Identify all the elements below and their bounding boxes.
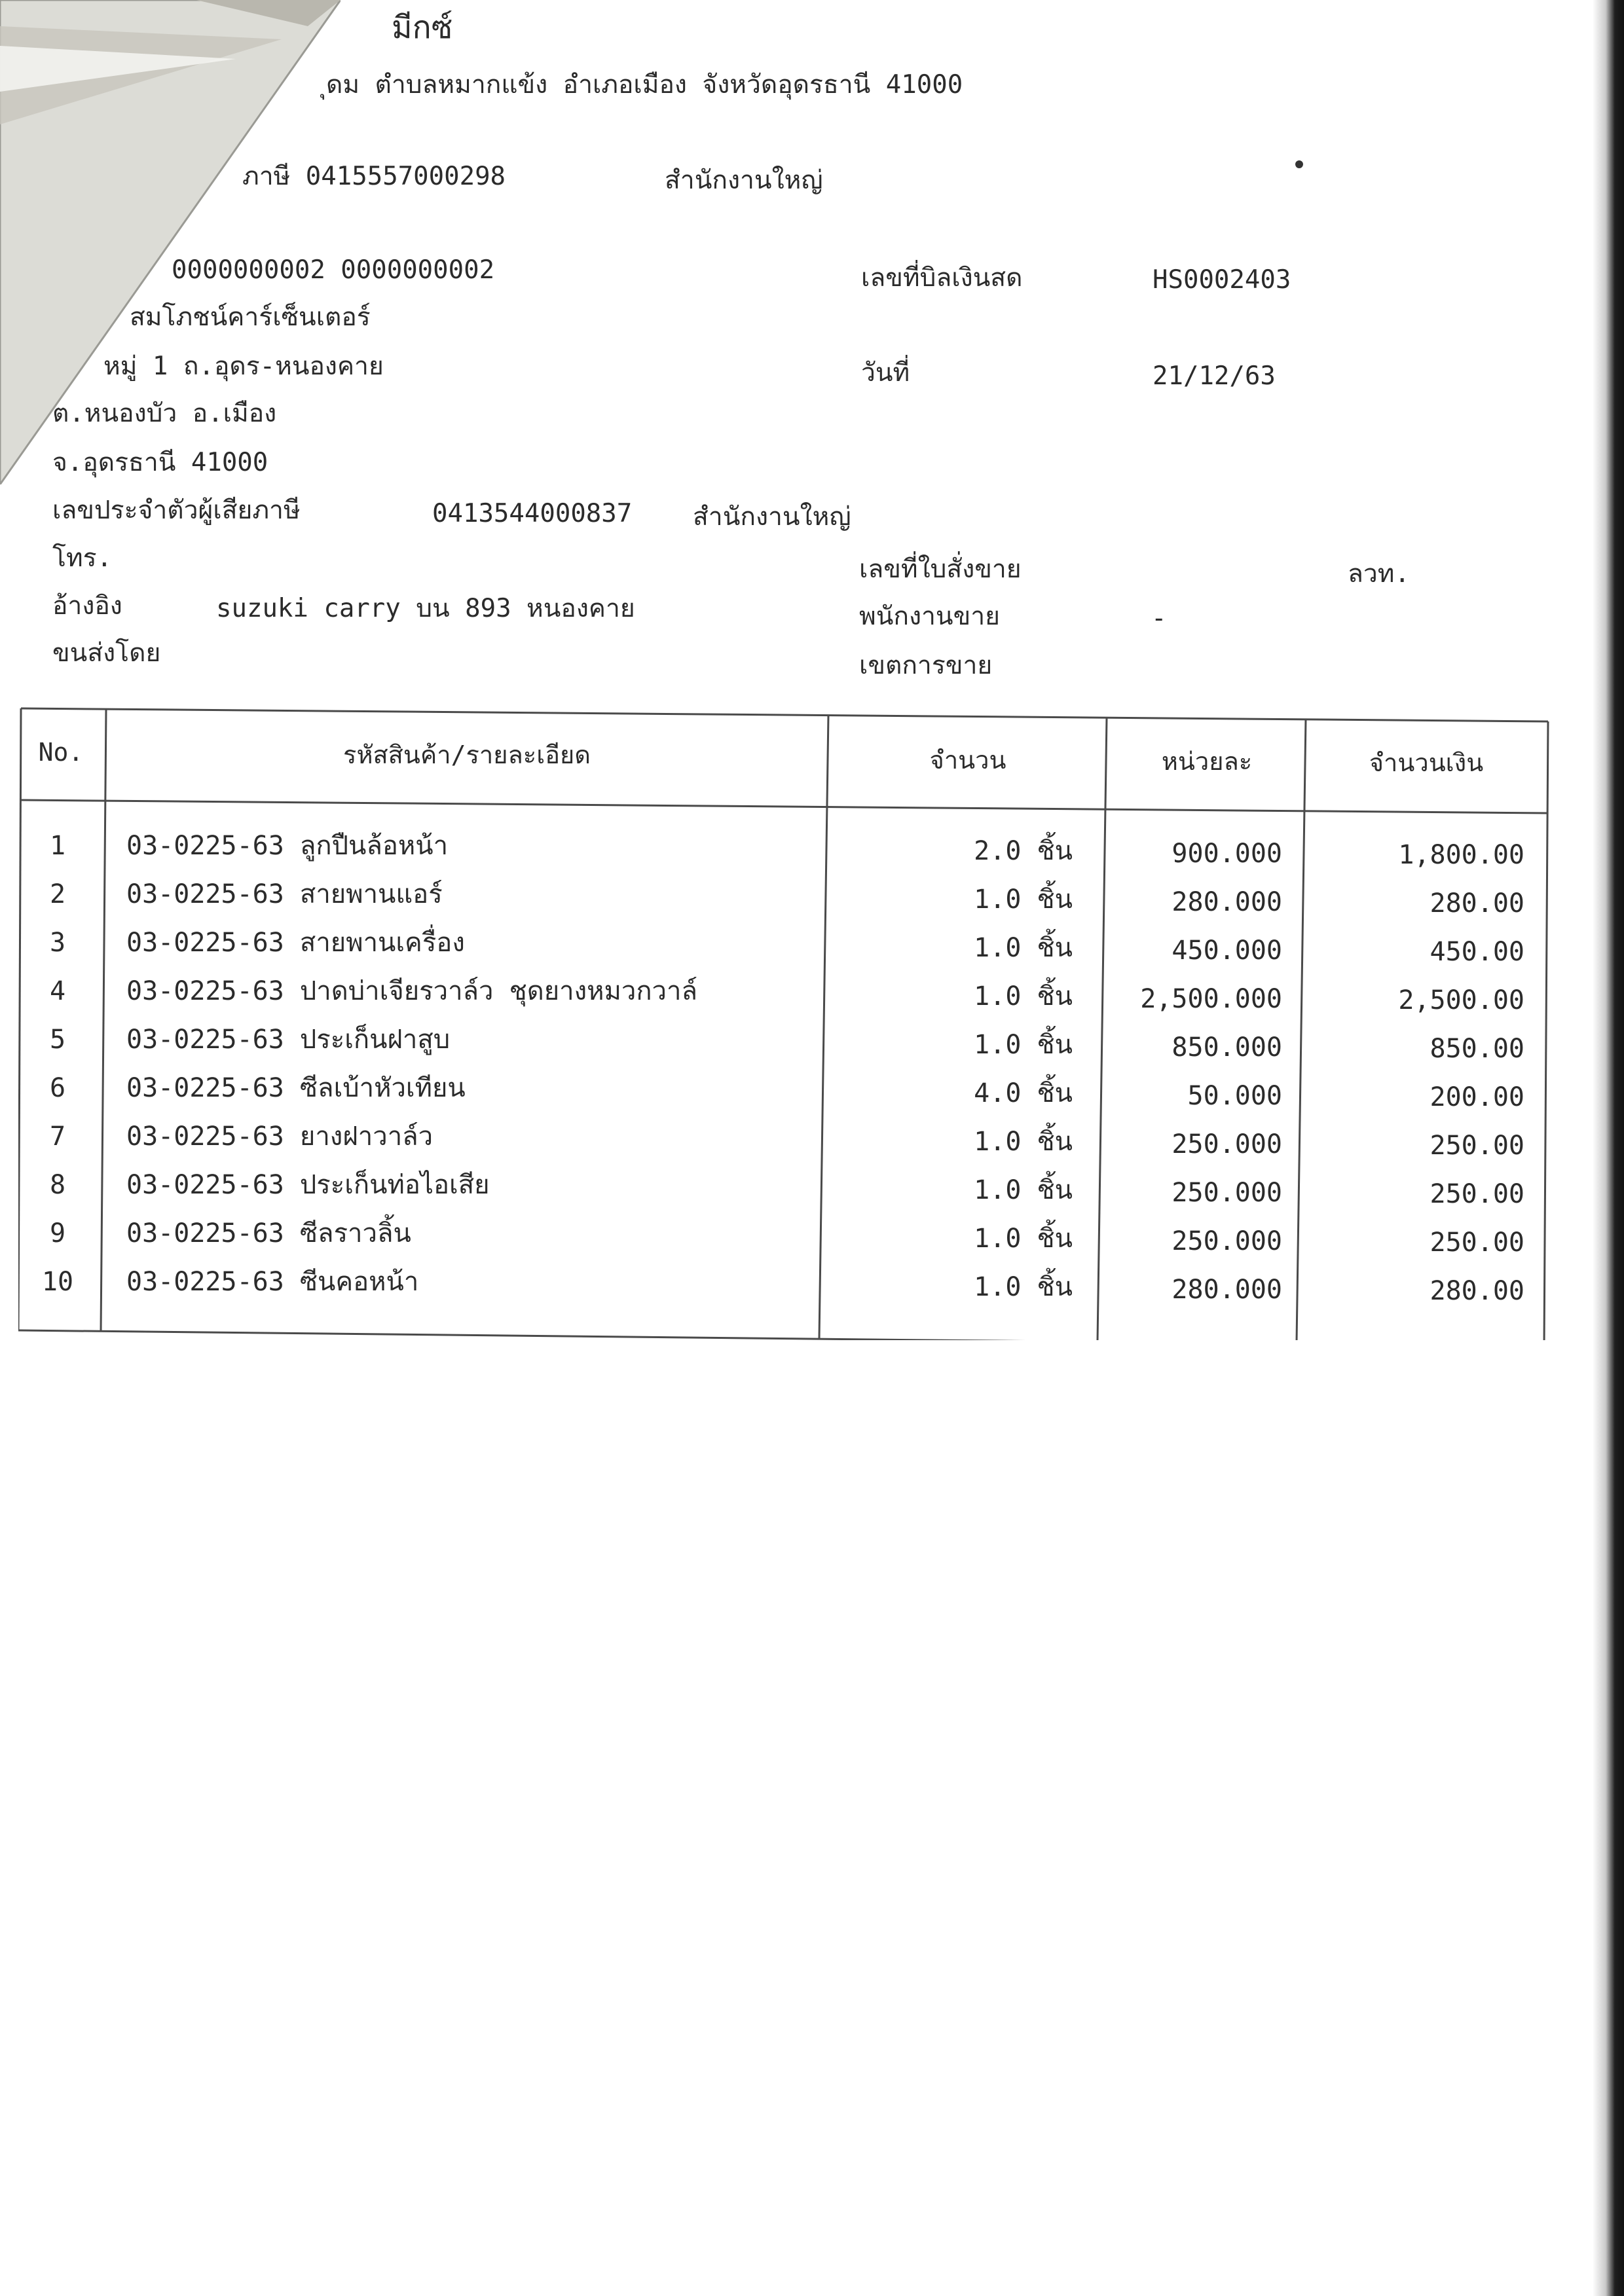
customer-tax-label: เลขประจำตัวผู้เสียภาษี [52,496,301,525]
customer-phone-label: โทร. [52,543,113,573]
row-unit-price: 250.000 [1172,1129,1282,1159]
header-no: No. [38,738,84,767]
row-description: 03-0225-63 สายพานเครื่อง [126,928,465,958]
table-row [18,1172,1551,1218]
row-description: 03-0225-63 ซีลเบ้าหัวเทียน [126,1073,466,1103]
reference-value: suzuki carry บน 893 หนองคาย [216,594,635,623]
row-number: 4 [49,976,66,1006]
table-row [18,1075,1551,1121]
row-quantity: 1.0 ชิ้น [974,884,1073,915]
shipping-label: ขนส่งโดย [52,638,161,668]
row-amount: 280.00 [1430,1276,1524,1306]
bill-number-label: เลขที่บิลเงินสด [861,263,1023,293]
row-number: 10 [41,1267,74,1297]
sales-area-label: เขตการขาย [859,651,993,680]
company-tax-id: ภาษี 0415557000298 [242,162,506,191]
row-unit-price: 900.000 [1172,839,1282,869]
row-quantity: 1.0 ชิ้น [974,1224,1073,1254]
row-quantity: 1.0 ชิ้น [974,1272,1073,1302]
customer-address-1: หมู่ 1 ถ.อุดร-หนองคาย [103,352,384,381]
reference-label: อ้างอิง [52,591,122,621]
row-unit-price: 850.000 [1172,1032,1282,1063]
row-description: 03-0225-63 ลูกปืนล้อหน้า [126,831,449,861]
company-branch: สำนักงานใหญ่ [665,166,823,195]
customer-branch: สำนักงานใหญ่ [693,502,851,532]
row-quantity: 1.0 ชิ้น [974,981,1073,1011]
company-address: ุดม ตำบลหมากแข้ง อำเภอเมือง จังหวัดอุดรธานี 41000 [326,70,963,100]
row-quantity: 4.0 ชิ้น [974,1078,1073,1108]
row-amount: 280.00 [1430,888,1524,919]
row-quantity: 1.0 ชิ้น [974,933,1073,963]
row-description: 03-0225-63 ยางฝาวาล์ว [126,1121,434,1152]
row-quantity: 1.0 ชิ้น [974,1175,1073,1205]
row-amount: 2,500.00 [1398,985,1524,1015]
row-amount: 250.00 [1430,1179,1524,1209]
row-description: 03-0225-63 ปาดบ่าเจียรวาล์ว ชุดยางหมวกวาล์ [126,976,697,1006]
order-number-label: เลขที่ใบสั่งขาย [859,555,1022,584]
table-row [18,930,1551,975]
header-description: รหัสสินค้า/รายละเอียด [343,740,591,769]
row-number: 6 [49,1073,66,1103]
bill-date: 21/12/63 [1153,361,1276,391]
row-unit-price: 250.000 [1172,1226,1282,1256]
row-quantity: 1.0 ชิ้น [974,1127,1073,1157]
row-quantity: 2.0 ชิ้น [974,836,1073,866]
table-row [18,1220,1551,1266]
row-amount: 850.00 [1430,1034,1524,1064]
order-number-value: ลวท. [1348,559,1410,589]
row-description: 03-0225-63 ประเก็นฝาสูบ [126,1025,451,1055]
row-description: 03-0225-63 ซีลราวลิ้น [126,1218,411,1248]
bill-number: HS0002403 [1153,265,1291,295]
row-amount: 250.00 [1430,1131,1524,1161]
company-name: มีกซ์ [392,9,453,46]
customer-codes: 0000000002 0000000002 [172,255,495,285]
customer-address-3: จ.อุดรธานี 41000 [52,448,268,477]
row-unit-price: 250.000 [1172,1178,1282,1208]
header-amount: จำนวนเงิน [1369,748,1484,777]
bill-date-label: วันที่ [861,358,910,388]
table-row [18,978,1551,1024]
row-unit-price: 280.000 [1172,1275,1282,1305]
customer-address-2: ต.หนองบัว อ.เมือง [52,399,277,428]
row-unit-price: 2,500.000 [1140,984,1282,1014]
salesperson-value: - [1151,604,1167,633]
table-row [18,881,1551,927]
header-unit-price: หน่วยละ [1161,747,1253,776]
items-table [18,702,1551,1340]
scan-edge [1593,0,1624,2296]
row-unit-price: 450.000 [1172,936,1282,966]
row-number: 1 [49,831,66,861]
row-number: 8 [49,1170,66,1200]
row-description: 03-0225-63 ซีนคอหน้า [126,1267,419,1297]
row-amount: 1,800.00 [1398,840,1524,870]
row-amount: 450.00 [1430,937,1524,967]
row-number: 3 [49,928,66,958]
table-row [18,1027,1551,1072]
table-row [18,833,1551,879]
header-quantity: จำนวน [929,746,1006,774]
row-description: 03-0225-63 ประเก็นท่อไอเสีย [126,1170,490,1200]
row-number: 2 [49,879,66,909]
row-number: 9 [49,1218,66,1248]
row-unit-price: 280.000 [1172,887,1282,917]
customer-tax-id: 0413544000837 [432,499,633,528]
table-row [18,1123,1551,1169]
salesperson-label: พนักงานขาย [859,602,1000,631]
row-amount: 250.00 [1430,1228,1524,1258]
row-amount: 200.00 [1430,1082,1524,1112]
row-number: 7 [49,1121,66,1152]
ink-dot [1295,160,1303,168]
table-row [18,1269,1551,1315]
row-quantity: 1.0 ชิ้น [974,1030,1073,1060]
row-number: 5 [49,1025,66,1055]
row-unit-price: 50.000 [1187,1081,1282,1111]
customer-name: สมโภชน์คาร์เซ็นเตอร์ [130,302,371,332]
row-description: 03-0225-63 สายพานแอร์ [126,879,443,909]
